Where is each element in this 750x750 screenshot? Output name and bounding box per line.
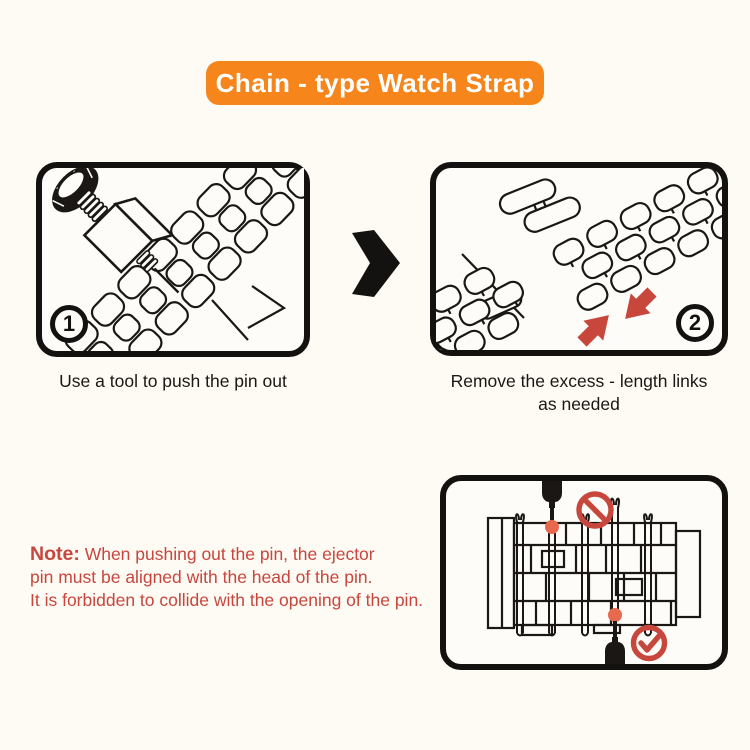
step-2-panel: [430, 162, 728, 356]
ejector-bottom: [605, 608, 625, 664]
page-title: Chain - type Watch Strap: [215, 68, 535, 98]
title-banner: [206, 61, 544, 105]
step-1-number-badge: 1: [50, 305, 88, 343]
chain-segment-upper: [550, 168, 722, 313]
band-cross-section: [488, 518, 700, 635]
join-arrow-icon: [572, 305, 619, 350]
step-1-panel: [36, 162, 310, 357]
note-line-2: pin must be aligned with the head of the pin.: [30, 567, 373, 587]
note-line-1: When pushing out the pin, the ejector: [84, 544, 375, 564]
note-line-3: It is forbidden to collide with the opening of the pin.: [30, 590, 424, 610]
watch-band-drawing: [62, 168, 304, 351]
step-2-number-badge: 2: [676, 304, 714, 342]
check-circle-icon: [634, 628, 665, 659]
ejector-top: [542, 481, 562, 534]
removed-link: [497, 170, 583, 240]
pin-alignment-illustration: [446, 481, 722, 664]
band-holder-edge: [248, 286, 284, 328]
pin-alignment-panel: [440, 475, 728, 670]
contact-dot: [608, 608, 622, 622]
contact-dot: [545, 520, 559, 534]
note-label: Note:: [30, 543, 80, 565]
prohibited-icon: [579, 494, 611, 526]
note-text: [30, 543, 475, 612]
step-1-caption: Use a tool to push the pin out: [59, 371, 287, 391]
chain-segment-lower: [436, 256, 538, 350]
next-step-arrow-icon: [351, 230, 400, 297]
pushed-out-pin: [212, 300, 248, 340]
step-2-caption: Remove the excess - length links as needed: [450, 371, 708, 414]
